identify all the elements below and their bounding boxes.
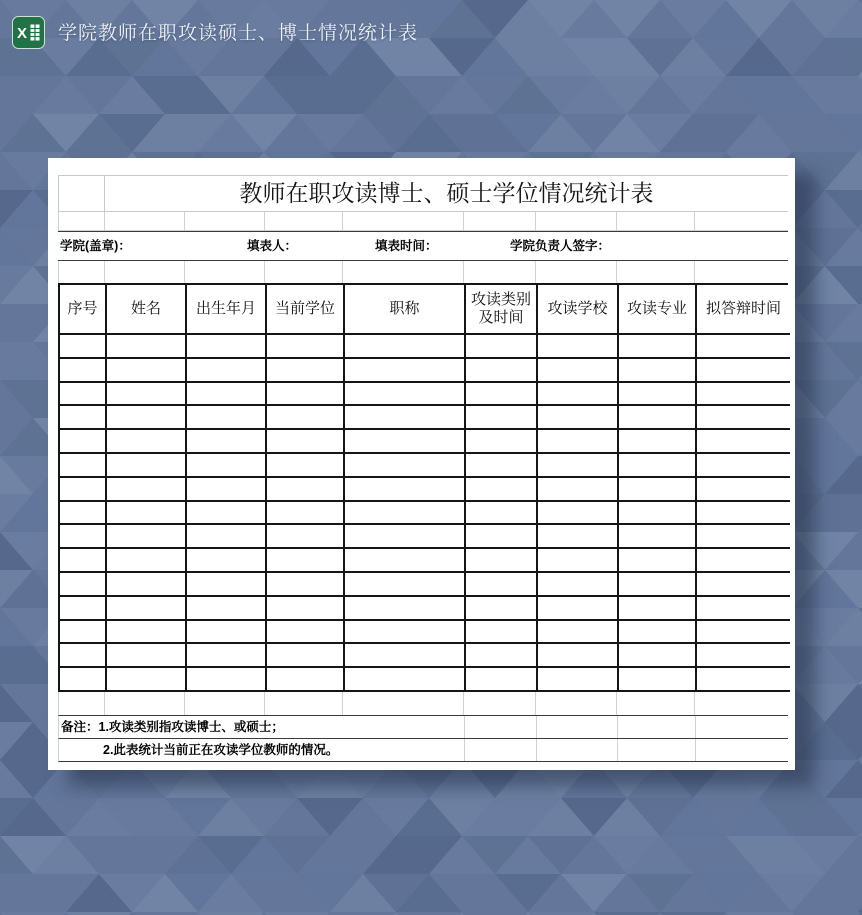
empty-grid-row [58,212,788,231]
table-cell[interactable] [538,597,619,621]
table-cell[interactable] [619,573,697,597]
table-cell[interactable] [345,644,466,668]
table-cell[interactable] [107,644,187,668]
grid-cell [695,261,788,283]
table-cell[interactable] [107,478,187,502]
table-cell[interactable] [345,383,466,407]
grid-cell [58,212,105,231]
table-cell[interactable] [60,549,107,573]
table-cell[interactable] [538,430,619,454]
table-cell[interactable] [267,359,345,383]
sheet-title-row [58,175,788,212]
table-cell[interactable] [60,573,107,597]
table-cell[interactable] [345,335,466,359]
grid-cell [58,261,105,283]
table-cell[interactable] [345,359,466,383]
table-cell[interactable] [697,573,790,597]
table-cell[interactable] [538,644,619,668]
grid-cell [185,692,265,715]
note-line-1: 备注：1.攻读类别指攻读博士、或硕士； [58,715,788,739]
table-cell[interactable] [187,573,267,597]
table-cell[interactable] [187,668,267,692]
empty-grid-row [58,692,788,715]
table-cell[interactable] [187,597,267,621]
table-cell[interactable] [187,383,267,407]
table-cell[interactable] [345,525,466,549]
table-cell[interactable] [267,383,345,407]
title-row-spacer-cell [58,176,105,211]
grid-cell [695,212,788,231]
table-cell[interactable] [466,406,538,430]
grid-cell [536,261,617,283]
grid-cell [617,261,695,283]
grid-cell [185,212,265,231]
table-cell[interactable] [345,454,466,478]
table-cell[interactable] [466,644,538,668]
table-cell[interactable] [187,621,267,645]
table-cell[interactable] [538,668,619,692]
table-cell[interactable] [538,454,619,478]
table-cell[interactable] [538,525,619,549]
table-cell[interactable] [538,502,619,526]
table-cell[interactable] [187,335,267,359]
table-cell[interactable] [466,573,538,597]
table-cell[interactable] [60,383,107,407]
table-cell[interactable] [267,668,345,692]
table-cell[interactable] [619,502,697,526]
column-header-birthdate[interactable]: 出生年月 [187,285,267,335]
grid-cell [343,692,464,715]
table-cell[interactable] [538,335,619,359]
svg-text:X: X [17,25,28,42]
grid-cell [464,692,536,715]
table-cell[interactable] [60,597,107,621]
table-cell[interactable] [187,430,267,454]
grid-cell [105,212,185,231]
table-cell[interactable] [107,502,187,526]
table-cell[interactable] [538,621,619,645]
grid-cell [343,261,464,283]
table-cell[interactable] [60,621,107,645]
table-cell[interactable] [538,406,619,430]
table-cell[interactable] [60,644,107,668]
table-cell[interactable] [619,525,697,549]
grid-cell [265,212,343,231]
grid-cell [105,261,185,283]
table-cell[interactable] [538,478,619,502]
table-cell[interactable] [345,597,466,621]
table-cell[interactable] [466,478,538,502]
table-cell[interactable] [619,668,697,692]
table-cell[interactable] [619,621,697,645]
grid-cell [695,692,788,715]
table-cell[interactable] [697,597,790,621]
main-table [58,283,788,692]
table-cell[interactable] [107,383,187,407]
table-cell[interactable] [267,502,345,526]
table-cell[interactable] [345,502,466,526]
table-cell[interactable] [187,406,267,430]
table-cell[interactable] [187,549,267,573]
form-field-leader-signature: 学院负责人签字： [510,239,611,253]
table-cell[interactable] [619,549,697,573]
table-cell[interactable] [107,406,187,430]
grid-cell [536,212,617,231]
spreadsheet-preview [48,158,795,770]
table-cell[interactable] [267,549,345,573]
app-bar [0,0,862,60]
table-cell[interactable] [697,478,790,502]
table-cell[interactable] [107,335,187,359]
grid-cell [58,692,105,715]
table-cell[interactable] [697,406,790,430]
table-cell[interactable] [107,430,187,454]
table-cell[interactable] [697,621,790,645]
column-header-index[interactable]: 序号 [60,285,107,335]
column-header-current-degree[interactable]: 当前学位 [267,285,345,335]
table-cell[interactable] [466,383,538,407]
table-cell[interactable] [619,335,697,359]
table-cell[interactable] [538,359,619,383]
grid-cell [464,261,536,283]
table-cell[interactable] [60,454,107,478]
table-cell[interactable] [107,359,187,383]
table-cell[interactable] [107,597,187,621]
table-cell[interactable] [345,549,466,573]
table-cell[interactable] [466,621,538,645]
table-cell[interactable] [267,597,345,621]
table-cell[interactable] [466,597,538,621]
column-header-study-school[interactable]: 攻读学校 [538,285,619,335]
table-cell[interactable] [267,525,345,549]
table-cell[interactable] [538,573,619,597]
table-cell[interactable] [345,430,466,454]
table-cell[interactable] [697,502,790,526]
column-header-title[interactable]: 职称 [345,285,466,335]
table-cell[interactable] [267,406,345,430]
table-cell[interactable] [697,668,790,692]
table-cell[interactable] [267,430,345,454]
table-area [58,158,788,770]
table-cell[interactable] [466,335,538,359]
table-cell[interactable] [60,406,107,430]
table-cell[interactable] [107,525,187,549]
table-cell[interactable] [466,502,538,526]
table-cell[interactable] [60,668,107,692]
table-cell[interactable] [107,668,187,692]
note-line-2: 2.此表统计当前正在攻读学位教师的情况。 [58,739,788,762]
column-header-defense-time[interactable]: 拟答辩时间 [697,285,790,335]
grid-cell [343,212,464,231]
table-cell[interactable] [619,478,697,502]
table-cell[interactable] [107,621,187,645]
table-cell[interactable] [60,359,107,383]
form-field-fill-date: 填表时间： [375,239,438,253]
table-cell[interactable] [107,573,187,597]
table-cell[interactable] [345,573,466,597]
grid-cell [105,692,185,715]
table-cell[interactable] [697,644,790,668]
table-cell[interactable] [345,478,466,502]
table-cell[interactable] [619,406,697,430]
grid-cell [265,261,343,283]
table-cell[interactable] [466,668,538,692]
table-cell[interactable] [267,644,345,668]
table-cell[interactable] [267,621,345,645]
grid-cell [536,692,617,715]
table-cell[interactable] [619,454,697,478]
table-cell[interactable] [466,525,538,549]
table-cell[interactable] [187,478,267,502]
table-cell[interactable] [619,430,697,454]
form-field-filler: 填表人： [247,239,298,253]
table-cell[interactable] [60,525,107,549]
table-cell[interactable] [60,478,107,502]
column-header-study-type-time[interactable]: 攻读类别及时间 [466,285,538,335]
table-cell[interactable] [697,335,790,359]
table-cell[interactable] [697,359,790,383]
table-cell[interactable] [267,454,345,478]
table-cell[interactable] [619,597,697,621]
table-cell[interactable] [60,502,107,526]
table-cell[interactable] [466,454,538,478]
table-cell[interactable] [187,644,267,668]
table-cell[interactable] [466,359,538,383]
grid-cell [265,692,343,715]
column-header-name[interactable]: 姓名 [107,285,187,335]
table-cell[interactable] [60,335,107,359]
table-cell[interactable] [60,430,107,454]
table-cell[interactable] [187,454,267,478]
table-cell[interactable] [267,478,345,502]
table-cell[interactable] [187,502,267,526]
table-cell[interactable] [697,430,790,454]
grid-cell [185,261,265,283]
grid-cell [617,692,695,715]
table-cell[interactable] [107,454,187,478]
table-cell[interactable] [697,525,790,549]
table-cell[interactable] [345,668,466,692]
excel-icon [12,16,45,49]
table-cell[interactable] [267,335,345,359]
grid-cell [464,212,536,231]
table-cell[interactable] [466,430,538,454]
table-cell[interactable] [697,454,790,478]
grid-cell [617,212,695,231]
table-cell[interactable] [466,549,538,573]
table-cell[interactable] [697,383,790,407]
table-cell[interactable] [538,383,619,407]
table-cell[interactable] [267,573,345,597]
table-cell[interactable] [187,525,267,549]
table-cell[interactable] [697,549,790,573]
empty-grid-row [58,261,788,283]
table-cell[interactable] [107,549,187,573]
form-field-college-seal: 学院(盖章)： [60,239,131,253]
sheet-title: 教师在职攻读博士、硕士学位情况统计表 [239,181,654,206]
table-cell[interactable] [345,621,466,645]
table-cell[interactable] [619,644,697,668]
app-title: 学院教师在职攻读硕士、博士情况统计表 [58,23,419,44]
column-header-study-major[interactable]: 攻读专业 [619,285,697,335]
table-cell[interactable] [538,549,619,573]
table-cell[interactable] [345,406,466,430]
table-cell[interactable] [187,359,267,383]
table-cell[interactable] [619,383,697,407]
form-row [58,231,788,261]
table-cell[interactable] [619,359,697,383]
